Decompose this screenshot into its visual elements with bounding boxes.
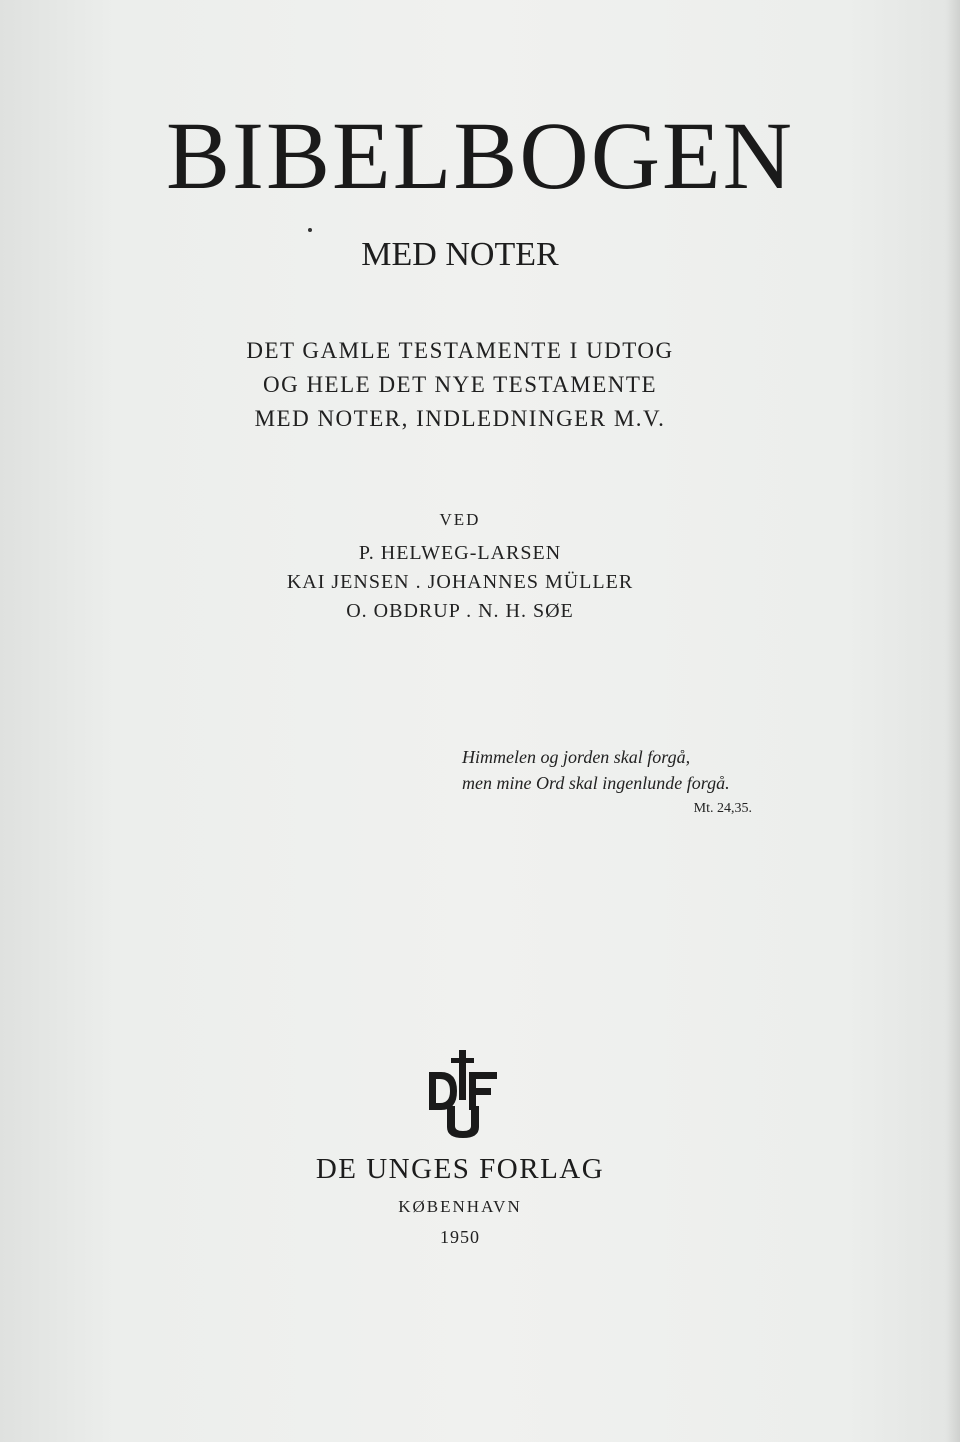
publisher-city: KØBENHAVN [398,1197,522,1216]
ink-dot [308,228,312,232]
publication-year: 1950 [440,1227,480,1247]
publisher-name: DE UNGES FORLAG [315,1153,605,1185]
publisher-logo-icon [425,1050,501,1138]
editor-line: O. OBDRUP . N. H. SØE [346,600,574,622]
editor-line: P. HELWEG-LARSEN [358,542,562,564]
editors-list [0,539,920,626]
by-label: VED [439,510,481,529]
description-line: MED NOTER, INDLEDNINGER M.V. [254,406,666,431]
description-line: DET GAMLE TESTAMENTE I UDTOG [246,338,674,363]
editor-line: KAI JENSEN . JOHANNES MÜLLER [286,571,634,593]
book-description [0,334,920,436]
book-title: BIBELBOGEN [166,102,794,209]
epigraph [462,744,752,822]
book-subtitle: MED NOTER [361,236,559,273]
epigraph-line: men mine Ord skal ingenlunde forgå. [462,773,730,793]
description-line: OG HELE DET NYE TESTAMENTE [262,372,658,397]
epigraph-reference: Mt. 24,35. [693,801,752,816]
epigraph-line: Himmelen og jorden skal forgå, [462,747,691,767]
